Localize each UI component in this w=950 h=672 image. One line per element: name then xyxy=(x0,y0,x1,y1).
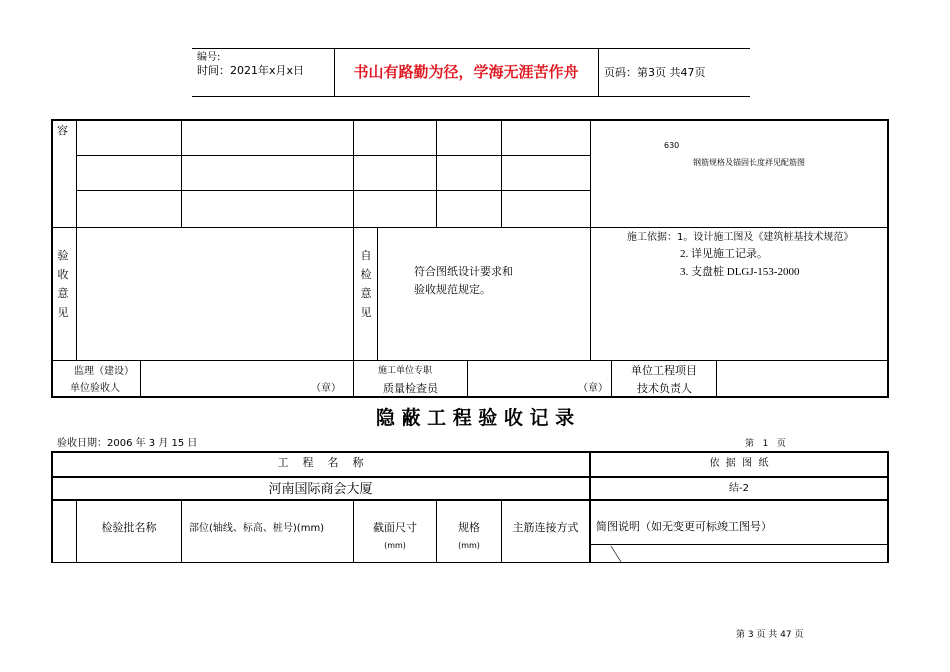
self-check-text-2: 验收规范规定。 xyxy=(414,283,491,296)
footer-page-number: 第 3 页 共 47 页 xyxy=(736,630,804,640)
supervisor-label-1: 监理（建设） xyxy=(74,366,134,377)
drawing-basis-header: 依 据 图 纸 xyxy=(709,458,769,469)
record-title: 隐 蔽 工 程 验 收 记 录 xyxy=(375,407,575,429)
self-check-text-1: 符合图纸设计要求和 xyxy=(414,265,513,278)
column-spec-unit: (mm) xyxy=(458,541,480,550)
content-label: 容 xyxy=(57,124,68,137)
column-spec: 规格 xyxy=(458,521,480,534)
construction-basis-3: 3. 支盘桩 DLGJ-153-2000 xyxy=(680,266,800,278)
motto-text: 书山有路勤为径，学海无涯苦作舟 xyxy=(353,63,579,81)
construction-basis-2: 2. 详见施工记录。 xyxy=(680,248,768,260)
acceptance-opinion-label: 验收意见 xyxy=(57,249,69,319)
note-number: 630 xyxy=(664,141,680,150)
seal-mark-1: （章） xyxy=(311,383,341,394)
page-count-label: 页码：第3页 共47页 xyxy=(604,66,706,79)
project-name-header: 工 程 名 称 xyxy=(277,456,364,469)
column-section-size: 截面尺寸 xyxy=(373,521,417,534)
constructor-label-1: 施工单位专职 xyxy=(378,366,433,376)
construction-basis-1: 施工依据：1。设计施工图及《建筑桩基技术规范》 xyxy=(627,232,854,243)
document-number-label: 编号: xyxy=(197,52,221,63)
self-check-opinion-label: 自检意见 xyxy=(360,249,372,319)
column-sketch-description: 简图说明（如无变更可标竣工图号） xyxy=(596,520,772,533)
acceptance-date: 验收日期：2006 年 3 月 15 日 xyxy=(57,438,198,449)
record-page-number: 第 1 页 xyxy=(745,439,786,449)
document-time-label: 时间：2021年x月x日 xyxy=(197,64,305,77)
rebar-note: 钢筋规格及锚固长度祥见配筋图 xyxy=(693,158,805,167)
sketch-diagonal-line xyxy=(591,544,631,563)
seal-mark-2: （章） xyxy=(578,383,608,394)
column-location: 部位(轴线、标高、桩号)(mm) xyxy=(189,523,325,534)
column-section-unit: (mm) xyxy=(384,541,406,550)
column-batch-name: 检验批名称 xyxy=(101,521,157,534)
constructor-label-2: 质量检查员 xyxy=(383,382,438,395)
project-name-value: 河南国际商会大厦 xyxy=(268,481,373,496)
project-lead-label-1: 单位工程项目 xyxy=(631,364,697,377)
drawing-number-value: 结-2 xyxy=(729,483,749,494)
column-rebar-connection: 主筋连接方式 xyxy=(512,521,579,534)
supervisor-label-2: 单位验收人 xyxy=(70,383,120,394)
project-lead-label-2: 技术负责人 xyxy=(637,382,692,395)
